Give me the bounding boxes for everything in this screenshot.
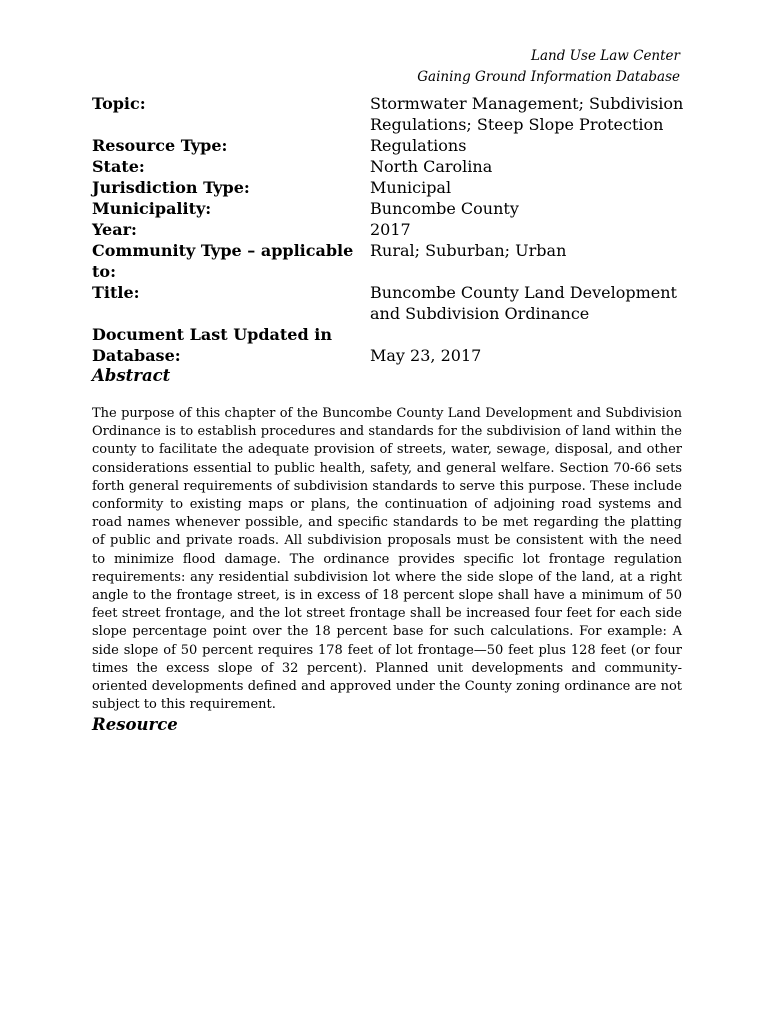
meta-row-resource-type (92, 135, 692, 156)
title-value: Buncombe County Land Development and Subdivision Ordinance (370, 283, 677, 323)
municipality-label: Municipality: (92, 199, 212, 218)
resource-heading: Resource (92, 715, 178, 734)
last-updated-value: May 23, 2017 (370, 346, 482, 365)
meta-row-community-type (92, 240, 692, 282)
page-header (417, 46, 680, 88)
topic-value: Stormwater Management; Subdivision Regulations; Steep Slope Protection (370, 94, 684, 134)
jurisdiction-value: Municipal (370, 178, 452, 197)
municipality-value: Buncombe County (370, 199, 519, 218)
community-type-value: Rural; Suburban; Urban (370, 241, 567, 260)
abstract-heading: Abstract (92, 366, 171, 385)
community-type-label: Community Type – applicable to: (92, 241, 354, 281)
abstract-paragraph: The purpose of this chapter of the Buncombe County Land Development and Subdivision Ordinance is to establish procedures and standards for the subdivision of land within the county to facilitate the adequate provision of streets, water, sewage, disposal, and other considerations essential to public health, safety, and general welfare. Section 70-66 sets forth general requirements of subdivision standards to serve this purpose. These include conformity to existing maps or plans, the continuation of adjoining road systems and road names whenever possible, and specific standards to be met regarding the platting of public and private roads. All subdivision proposals must be consistent with the need to minimize flood damage. The ordinance provides specific lot frontage regulation requirements: any residential subdivision lot where the side slope of the land, at a right angle to the frontage street, is in excess of 18 percent slope shall have a minimum of 50 feet street frontage, and the lot street frontage shall be increased four feet for each side slope percentage point over the 18 percent base for such calculations. For example: A side slope of 50 percent requires 178 feet of lot frontage—50 feet plus 128 feet (or four times the excess slope of 32 percent). Planned unit developments and community-oriented developments defined and approved under the County zoning ordinance are not subject to this requirement. (92, 406, 682, 713)
meta-row-state (92, 156, 692, 177)
state-label: State: (92, 157, 145, 176)
title-label: Title: (92, 283, 140, 302)
year-label: Year: (92, 220, 137, 239)
jurisdiction-label: Jurisdiction Type: (92, 178, 250, 197)
last-updated-label: Document Last Updated in Database: (92, 325, 332, 365)
state-value: North Carolina (370, 157, 493, 176)
meta-row-jurisdiction (92, 177, 692, 198)
resource-type-value: Regulations (370, 136, 467, 155)
meta-row-title (92, 282, 692, 324)
metadata-table (92, 93, 692, 366)
year-value: 2017 (370, 220, 411, 239)
topic-label: Topic: (92, 94, 146, 113)
meta-row-topic (92, 93, 692, 135)
header-organization: Land Use Law Center (531, 48, 680, 64)
meta-row-year (92, 219, 692, 240)
meta-row-last-updated (92, 324, 692, 366)
resource-type-label: Resource Type: (92, 136, 228, 155)
meta-row-municipality (92, 198, 692, 219)
header-database: Gaining Ground Information Database (417, 69, 680, 85)
